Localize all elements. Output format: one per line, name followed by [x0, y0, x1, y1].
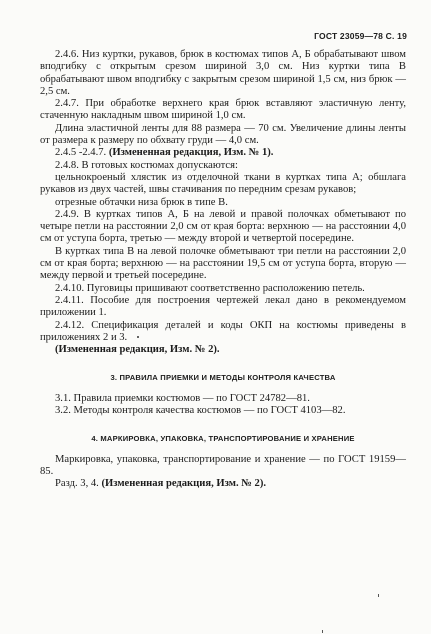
page-header: ГОСТ 23059—78 С. 19 — [314, 31, 407, 41]
scan-mark-bottom — [322, 630, 323, 633]
spec-text: 2.4.12. Спецификация деталей и коды ОКП на костюмы приведены в приложениях 2 и 3. — [40, 319, 406, 343]
paragraph-2-4-11: 2.4.11. Пособие для построения чертежей лекал дано в рекомендуемом приложении 1. — [40, 294, 406, 319]
paragraph-2-4-9: 2.4.9. В куртках типов А, Б на левой и правой полочках обметывают по четыре петли на расстоянии 2,0 см от края борта: верхнюю — на расстоянии 4,0 см от уступа борта, третью — между второй и четвертой посередине. — [40, 208, 406, 245]
section-4-amend-prefix: Разд. 3, 4. — [55, 478, 102, 490]
section-3-title: 3. ПРАВИЛА ПРИЕМКИ И МЕТОДЫ КОНТРОЛЯ КАЧЕСТВА — [110, 373, 336, 383]
amend-note: (Измененная редакция, Изм. № 1). — [108, 147, 274, 159]
amend-ref: 2.4.5 -2.4.7. — [55, 147, 109, 159]
document-body — [40, 49, 406, 491]
paragraph-2-4-8: 2.4.8. В готовых костюмах допускаются: — [55, 159, 238, 171]
paragraph-type-v-loops: В куртках типа В на левой полочке обметывают три петли на расстоянии 2,0 см от края борта; верхнюю — на расстоянии 19,5 см от уступа борта, вторую — между первой и третьей посередине. — [40, 245, 406, 282]
section-3-item-1: 3.1. Правила приемки костюмов — по ГОСТ 24782—81. — [55, 392, 310, 404]
section-4-amend — [40, 478, 406, 490]
paragraph-allowed-1: цельнокроеный хлястик из отделочной ткани в куртках типа А; обшлага рукавов из двух частей, швы стачивания по передним срезам рукавов; — [40, 171, 406, 196]
paragraph-2-4-10: 2.4.10. Пуговицы пришивают соответственно расположению петель. — [55, 282, 365, 294]
section-3-item-2: 3.2. Методы контроля качества костюмов — по ГОСТ 4103—82. — [55, 405, 346, 417]
paragraph-elastic-length: Длина эластичной ленты для 88 размера — 70 см. Увеличение длины ленты от размера к размеру по обхвату груди — 4,0 см. — [40, 122, 406, 147]
scan-mark — [378, 594, 379, 597]
paragraph-2-4-7: 2.4.7. При обработке верхнего края брюк вставляют эластичную ленту, стаченную накладным швом шириной 1,0 см. — [40, 98, 406, 122]
amend-note-2: (Измененная редакция, Изм. № 2). — [55, 344, 220, 356]
section-4-text: Маркировка, упаковка, транспортирование и хранение — по ГОСТ 19159—85. — [40, 453, 406, 477]
paragraph-allowed-2: отрезные обтачки низа брюк в типе В. — [55, 196, 228, 208]
paragraph-2-4-12 — [40, 320, 406, 345]
section-4-amend-note: (Измененная редакция, Изм. № 2). — [101, 478, 267, 490]
paragraph-2-4-6: 2.4.6. Низ куртки, рукавов, брюк в костюмах типов А, Б обрабатывают швом вподгибку с открытым срезом шириной 3,0 см. Низ куртки типа В обрабатывают швом вподгибку с закрытым срезом шириной 1,5 см, низ брюк — 2,5 см. — [40, 49, 406, 97]
stray-dot — [137, 336, 139, 338]
paragraph-2-4-5-amend — [40, 147, 406, 159]
section-4-title: 4. МАРКИРОВКА, УПАКОВКА, ТРАНСПОРТИРОВАНИЕ И ХРАНЕНИЕ — [91, 434, 355, 444]
